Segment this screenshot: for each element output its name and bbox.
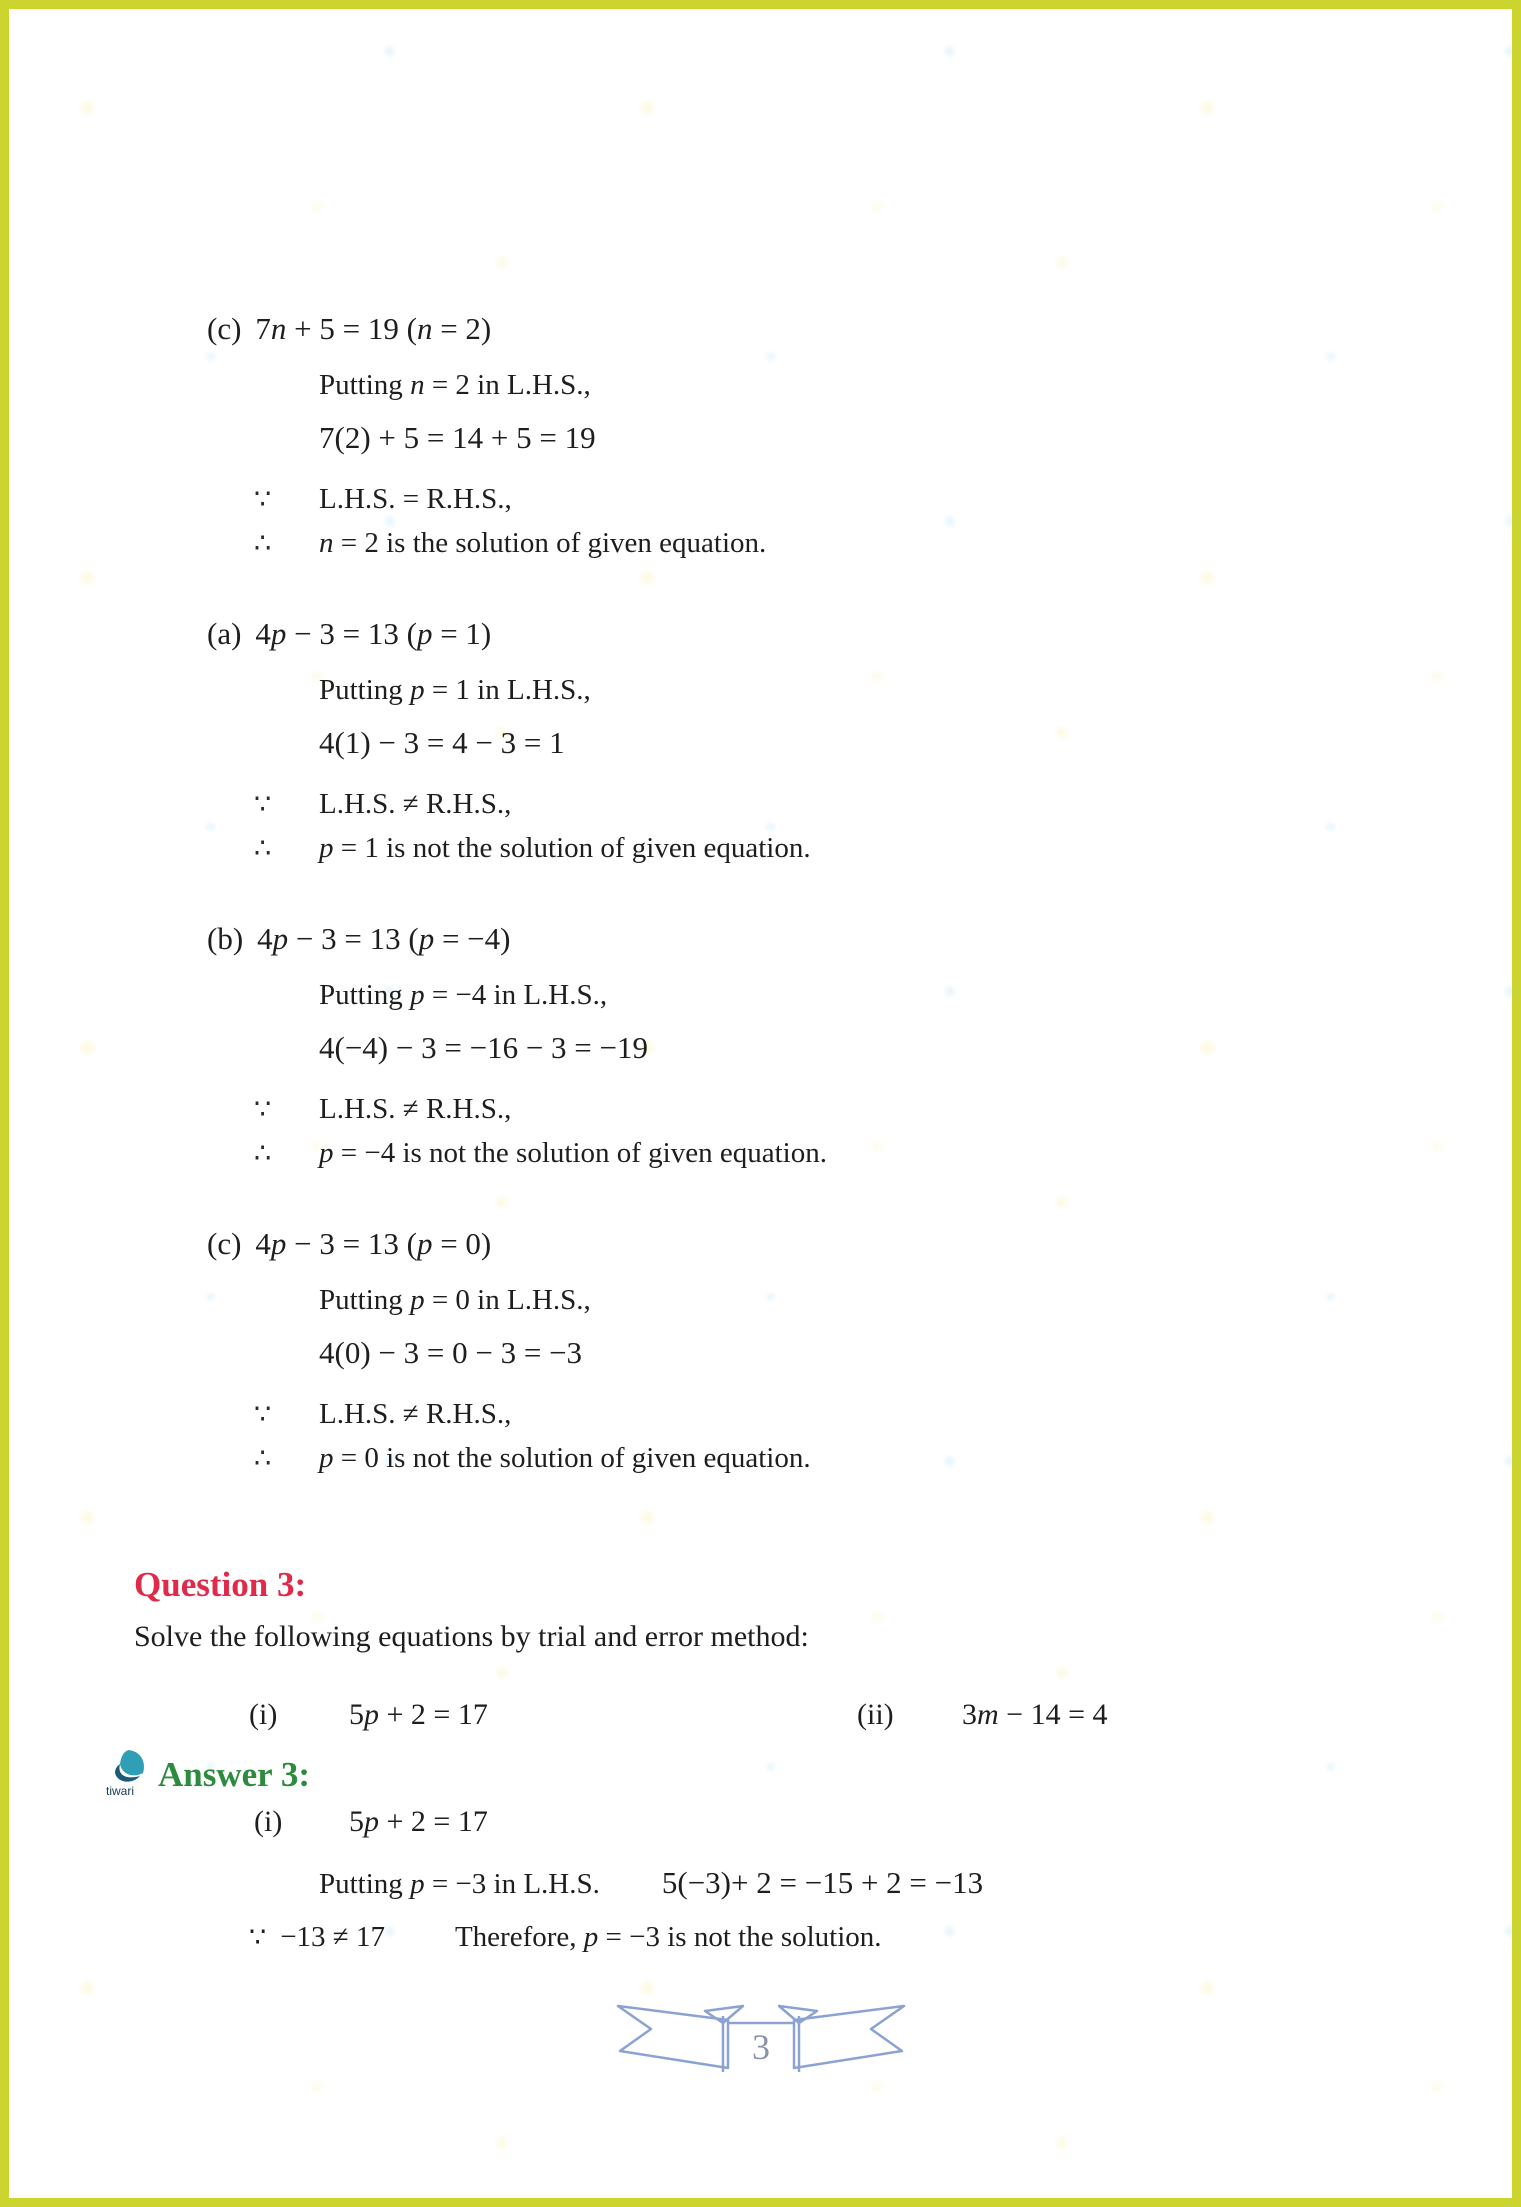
equation-heading: [9, 1219, 1512, 1269]
putting-line: Putting n = 2 in L.H.S.,: [319, 369, 591, 401]
putting-line: Putting p = −4 in L.H.S.,: [319, 979, 608, 1011]
solution-block-1: [9, 304, 1512, 562]
because-line: [9, 1395, 1512, 1433]
item-ii-label: (ii): [857, 1698, 894, 1731]
because-text: L.H.S. = R.H.S.,: [319, 483, 512, 515]
work-line: 7(2) + 5 = 14 + 5 = 19: [319, 420, 596, 455]
ribbon-banner-icon: [606, 1992, 916, 2084]
answer-check-text: −13 ≠ 17: [280, 1921, 385, 1953]
item-label: (c): [207, 1226, 242, 1261]
therefore-line: [9, 1439, 1512, 1477]
item-label: (c): [207, 311, 242, 346]
question-prompt: Solve the following equations by trial and error method:: [134, 1620, 809, 1653]
equation-heading: [9, 914, 1512, 964]
item-label: (b): [207, 921, 244, 956]
therefore-icon: ∴: [254, 833, 272, 863]
therefore-line: [9, 524, 1512, 562]
therefore-icon: ∴: [254, 1138, 272, 1168]
equation-heading: [9, 304, 1512, 354]
because-text: L.H.S. ≠ R.H.S.,: [319, 1398, 512, 1430]
answer-heading-row: [9, 1747, 1512, 1803]
therefore-text: p = −4 is not the solution of given equation.: [319, 1137, 827, 1169]
item-ii-equation: 3m − 14 = 4: [962, 1698, 1108, 1731]
logo-wordmark: tiwari: [106, 1784, 135, 1798]
therefore-text: p = 1 is not the solution of given equation.: [319, 832, 811, 864]
question-heading: Question 3:: [134, 1565, 307, 1604]
work-line: 4(1) − 3 = 4 − 3 = 1: [319, 725, 565, 760]
equation-text: 4p − 3 = 13 (p = −4): [257, 921, 511, 956]
because-icon: ∵: [254, 789, 272, 819]
question-items-row: [9, 1698, 1512, 1746]
solution-block-2: [9, 609, 1512, 867]
equation-text: 4p − 3 = 13 (p = 1): [255, 616, 492, 651]
answer-3-section: [9, 1747, 1512, 1958]
answer-putting-text: Putting p = −3 in L.H.S.: [319, 1868, 600, 1900]
therefore-line: [9, 1134, 1512, 1172]
because-icon: ∵: [254, 1399, 272, 1429]
work-line: 4(0) − 3 = 0 − 3 = −3: [319, 1335, 583, 1370]
because-text: L.H.S. ≠ R.H.S.,: [319, 1093, 512, 1125]
answer-item-equation: 5p + 2 = 17: [349, 1805, 488, 1838]
work-line: 4(−4) − 3 = −16 − 3 = −19: [319, 1030, 649, 1065]
solution-block-4: [9, 1219, 1512, 1477]
answer-check-line: [9, 1916, 1512, 1958]
item-i-label: (i): [249, 1698, 278, 1731]
equation-text: 4p − 3 = 13 (p = 0): [255, 1226, 492, 1261]
answer-work-text: 5(−3)+ 2 = −15 + 2 = −13: [661, 1865, 984, 1900]
therefore-icon: ∴: [254, 1443, 272, 1473]
question-3-section: [9, 1562, 1512, 1746]
therefore-icon: ∴: [254, 528, 272, 558]
equation-text: 7n + 5 = 19 (n = 2): [255, 311, 492, 346]
answer-heading: Answer 3:: [158, 1755, 310, 1794]
because-icon: ∵: [254, 484, 272, 514]
answer-putting-line: [9, 1861, 1512, 1906]
solution-block-3: [9, 914, 1512, 1172]
therefore-text: p = 0 is not the solution of given equation.: [319, 1442, 811, 1474]
because-line: [9, 785, 1512, 823]
because-icon: ∵: [249, 1922, 267, 1952]
answer-item-row: [9, 1805, 1512, 1851]
because-line: [9, 480, 1512, 518]
putting-line: Putting p = 1 in L.H.S.,: [319, 674, 591, 706]
because-text: L.H.S. ≠ R.H.S.,: [319, 788, 512, 820]
tiwari-academy-logo-icon: [104, 1748, 150, 1802]
therefore-line: [9, 829, 1512, 867]
item-i-equation: 5p + 2 = 17: [349, 1698, 488, 1731]
because-line: [9, 1090, 1512, 1128]
item-label: (a): [207, 616, 242, 651]
answer-conclusion-text: Therefore, p = −3 is not the solution.: [454, 1921, 882, 1953]
answer-item-label: (i): [254, 1805, 283, 1838]
page-number-ribbon: [606, 1992, 916, 2084]
page-number: 3: [751, 2027, 770, 2067]
therefore-text: n = 2 is the solution of given equation.: [319, 527, 767, 559]
because-icon: ∵: [254, 1094, 272, 1124]
putting-line: Putting p = 0 in L.H.S.,: [319, 1284, 591, 1316]
equation-heading: [9, 609, 1512, 659]
